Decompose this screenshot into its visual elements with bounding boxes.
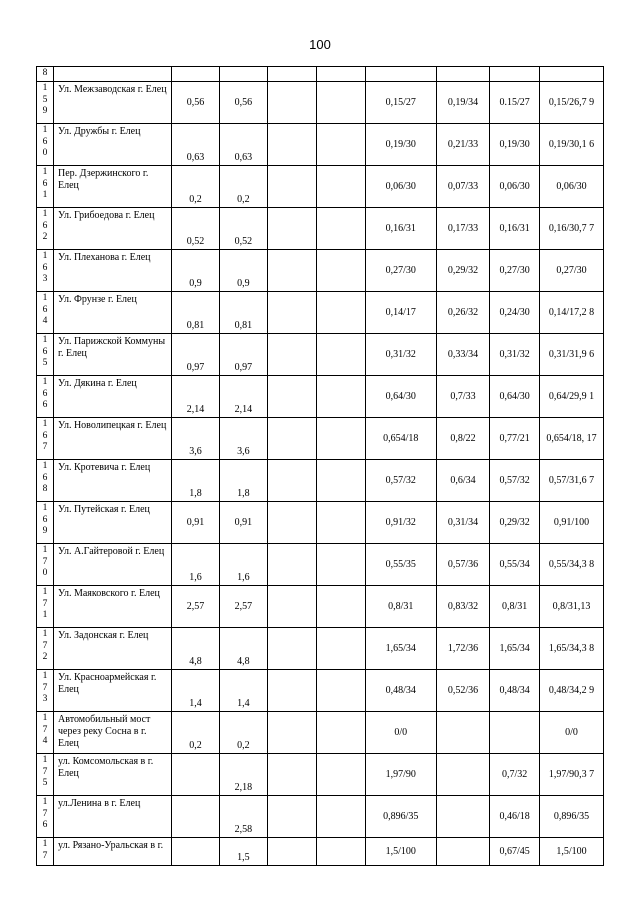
table-row [37,838,604,866]
empty-cell [267,376,316,418]
row-number-cell: 1 5 9 [37,82,54,124]
length-cell: 0,2 [172,166,220,208]
value-cell: 0,07/33 [436,166,489,208]
value-cell: 0,6/34 [436,460,489,502]
value-cell: 0,7/32 [490,754,540,796]
value-cell: 0,64/30 [365,376,436,418]
empty-cell [316,628,365,670]
empty-cell [267,628,316,670]
data-table [36,66,604,866]
table-row [37,754,604,796]
row-number-cell: 1 6 2 [37,208,54,250]
empty-cell [316,754,365,796]
empty-cell [267,82,316,124]
value-cell: 0,48/34 [490,670,540,712]
value-cell: 0,83/32 [436,586,489,628]
value-cell: 0,06/30 [365,166,436,208]
value-cell: 0,14/17,2 8 [540,292,604,334]
row-number-cell: 1 7 0 [37,544,54,586]
empty-cell [316,712,365,754]
table-row [37,628,604,670]
length-cell: 2,18 [219,754,267,796]
empty-cell [267,712,316,754]
length-cell: 0,52 [219,208,267,250]
value-cell: 0,14/17 [365,292,436,334]
row-number-cell: 1 7 4 [37,712,54,754]
empty-cell [267,544,316,586]
empty-cell [267,460,316,502]
value-cell: 0,19/34 [436,82,489,124]
length-cell: 0,91 [219,502,267,544]
value-cell: 0,46/18 [490,796,540,838]
empty-cell [267,334,316,376]
row-number-cell: 1 6 8 [37,460,54,502]
empty-cell [316,838,365,866]
empty-cell [316,124,365,166]
value-cell: 0,896/35 [365,796,436,838]
length-cell: 1,5 [219,838,267,866]
row-number-cell: 1 6 3 [37,250,54,292]
empty-cell [316,166,365,208]
value-cell: 1,65/34 [365,628,436,670]
length-cell: 1,6 [172,544,220,586]
value-cell: 1,97/90,3 7 [540,754,604,796]
length-cell: 0,2 [219,712,267,754]
street-name-cell: Пер. Дзержинского г. Елец [54,166,172,208]
value-cell: 1,72/36 [436,628,489,670]
length-cell: 0,81 [219,292,267,334]
value-cell: 0,15/26,7 9 [540,82,604,124]
length-cell: 1,8 [172,460,220,502]
table-row [37,250,604,292]
value-cell: 0,06/30 [490,166,540,208]
value-cell [436,754,489,796]
length-cell: 0,91 [172,502,220,544]
empty-cell [316,82,365,124]
length-cell: 0,2 [172,712,220,754]
table-row [37,796,604,838]
table-row [37,376,604,418]
value-cell: 0,57/31,6 7 [540,460,604,502]
street-name-cell: Ул. Дякина г. Елец [54,376,172,418]
empty-cell [267,67,316,82]
value-cell: 0,91/100 [540,502,604,544]
empty-cell [316,460,365,502]
value-cell: 1,65/34,3 8 [540,628,604,670]
row-number-cell: 1 6 7 [37,418,54,460]
row-number-cell: 1 6 9 [37,502,54,544]
table-row [37,418,604,460]
table-row [37,166,604,208]
table-row [37,544,604,586]
row-number-cell: 1 7 3 [37,670,54,712]
length-cell: 0,81 [172,292,220,334]
row-number-cell: 1 6 0 [37,124,54,166]
value-cell: 0,31/31,9 6 [540,334,604,376]
street-name-cell: Ул. А.Гайтеровой г. Елец [54,544,172,586]
value-cell: 0,55/35 [365,544,436,586]
length-cell: 2,14 [219,376,267,418]
value-cell: 0,27/30 [365,250,436,292]
length-cell: 4,8 [219,628,267,670]
value-cell: 0,19/30,1 6 [540,124,604,166]
table-row [37,670,604,712]
value-cell: 0,896/35 [540,796,604,838]
length-cell: 4,8 [172,628,220,670]
empty-cell [316,208,365,250]
street-name-cell: Ул. Дружбы г. Елец [54,124,172,166]
value-cell: 1,65/34 [490,628,540,670]
length-cell: 1,6 [219,544,267,586]
length-cell [172,754,220,796]
table-row [37,460,604,502]
value-cell: 0,57/32 [365,460,436,502]
street-name-cell: ул. Комсомольская в г. Елец [54,754,172,796]
table-row [37,586,604,628]
value-cell: 0,24/30 [490,292,540,334]
length-cell: 0,63 [172,124,220,166]
empty-cell [490,67,540,82]
length-cell: 0,2 [219,166,267,208]
empty-cell [219,67,267,82]
empty-cell [172,67,220,82]
length-cell: 0,63 [219,124,267,166]
value-cell: 0,57/36 [436,544,489,586]
street-name-cell: Ул. Задонская г. Елец [54,628,172,670]
empty-cell [316,67,365,82]
value-cell: 0,15/27 [365,82,436,124]
empty-cell [365,67,436,82]
value-cell: 0,91/32 [365,502,436,544]
row-number-cell: 1 6 1 [37,166,54,208]
street-name-cell: Ул. Плеханова г. Елец [54,250,172,292]
value-cell: 0/0 [365,712,436,754]
table-row [37,502,604,544]
empty-cell [436,67,489,82]
value-cell: 0,16/31 [365,208,436,250]
table-row [37,712,604,754]
value-cell: 1,97/90 [365,754,436,796]
value-cell: 0,29/32 [490,502,540,544]
empty-cell [267,796,316,838]
row-number-cell: 1 7 5 [37,754,54,796]
street-name-cell: Ул. Маяковского г. Елец [54,586,172,628]
street-name-cell: Автомобильный мост через реку Сосна в г. Елец [54,712,172,754]
length-cell: 0,97 [219,334,267,376]
table-row [37,82,604,124]
value-cell: 0,77/21 [490,418,540,460]
value-cell: 0,19/30 [490,124,540,166]
page-number: 100 [309,37,331,52]
empty-cell [316,670,365,712]
street-name-cell: Ул. Красноармейская г. Елец [54,670,172,712]
empty-cell [267,418,316,460]
empty-cell [267,124,316,166]
value-cell: 0,26/32 [436,292,489,334]
value-cell: 0,27/30 [540,250,604,292]
value-cell: 0,64/30 [490,376,540,418]
street-name-cell: ул. Рязано-Уральская в г. [54,838,172,866]
row-number-cell: 1 7 [37,838,54,866]
length-cell: 2,58 [219,796,267,838]
value-cell: 0,31/32 [490,334,540,376]
value-cell: 0,55/34 [490,544,540,586]
length-cell: 0,52 [172,208,220,250]
length-cell: 0,97 [172,334,220,376]
length-cell [172,838,220,866]
length-cell: 1,4 [219,670,267,712]
length-cell: 0,56 [219,82,267,124]
value-cell: 0,29/32 [436,250,489,292]
value-cell: 0,31/32 [365,334,436,376]
length-cell: 1,4 [172,670,220,712]
length-cell: 2,57 [172,586,220,628]
table-row [37,292,604,334]
row-number-cell: 1 7 6 [37,796,54,838]
value-cell: 0,21/33 [436,124,489,166]
value-cell: 0/0 [540,712,604,754]
street-name-cell: Ул. Парижской Коммуны г. Елец [54,334,172,376]
value-cell: 0,48/34 [365,670,436,712]
value-cell: 0,33/34 [436,334,489,376]
empty-cell [316,502,365,544]
street-name-cell: ул.Ленина в г. Елец [54,796,172,838]
empty-cell [267,754,316,796]
empty-cell [267,292,316,334]
value-cell: 0,7/33 [436,376,489,418]
value-cell: 0,8/31,13 [540,586,604,628]
value-cell: 0,16/30,7 7 [540,208,604,250]
value-cell: 0,64/29,9 1 [540,376,604,418]
empty-cell [316,292,365,334]
value-cell: 0,52/36 [436,670,489,712]
length-cell: 3,6 [172,418,220,460]
street-name-cell: Ул. Кротевича г. Елец [54,460,172,502]
value-cell: 0,16/31 [490,208,540,250]
value-cell: 0,57/32 [490,460,540,502]
length-cell: 1,8 [219,460,267,502]
value-cell: 0,55/34,3 8 [540,544,604,586]
row-number-cell: 1 7 1 [37,586,54,628]
empty-cell [316,334,365,376]
empty-cell [316,418,365,460]
value-cell: 0,67/45 [490,838,540,866]
empty-cell [316,376,365,418]
table-row [37,67,604,82]
value-cell: 1,5/100 [540,838,604,866]
empty-cell [267,586,316,628]
value-cell: 1,5/100 [365,838,436,866]
row-number-cell: 1 6 5 [37,334,54,376]
street-name-cell: Ул. Межзаводская г. Елец [54,82,172,124]
row-number-cell: 1 6 6 [37,376,54,418]
value-cell: 0.15/27 [490,82,540,124]
empty-cell [267,670,316,712]
length-cell: 2,14 [172,376,220,418]
empty-cell [540,67,604,82]
empty-cell [316,796,365,838]
value-cell: 0,31/34 [436,502,489,544]
value-cell [436,838,489,866]
street-name-cell: Ул. Путейская г. Елец [54,502,172,544]
value-cell: 0,48/34,2 9 [540,670,604,712]
value-cell: 0,17/33 [436,208,489,250]
value-cell [436,796,489,838]
value-cell: 0,19/30 [365,124,436,166]
table-row [37,124,604,166]
length-cell: 3,6 [219,418,267,460]
value-cell: 0,654/18 [365,418,436,460]
empty-cell [267,208,316,250]
empty-cell [267,502,316,544]
row-number-cell: 1 6 4 [37,292,54,334]
value-cell: 0,06/30 [540,166,604,208]
length-cell: 0,9 [219,250,267,292]
street-name-cell: Ул. Фрунзе г. Елец [54,292,172,334]
table-body [37,67,604,866]
empty-cell [267,166,316,208]
street-name-cell: Ул. Грибоедова г. Елец [54,208,172,250]
length-cell: 0,9 [172,250,220,292]
street-name-cell: Ул. Новолипецкая г. Елец [54,418,172,460]
value-cell [490,712,540,754]
empty-cell [316,250,365,292]
empty-cell [267,838,316,866]
length-cell: 0,56 [172,82,220,124]
value-cell: 0,8/31 [365,586,436,628]
length-cell [172,796,220,838]
value-cell: 0,8/31 [490,586,540,628]
empty-cell [54,67,172,82]
value-cell: 0,8/22 [436,418,489,460]
length-cell: 2,57 [219,586,267,628]
empty-cell [316,586,365,628]
table-row [37,208,604,250]
row-number-cell: 1 7 2 [37,628,54,670]
empty-cell [267,250,316,292]
row-number-cell: 8 [37,67,54,82]
value-cell: 0,654/18, 17 [540,418,604,460]
value-cell [436,712,489,754]
empty-cell [316,544,365,586]
value-cell: 0,27/30 [490,250,540,292]
table-row [37,334,604,376]
